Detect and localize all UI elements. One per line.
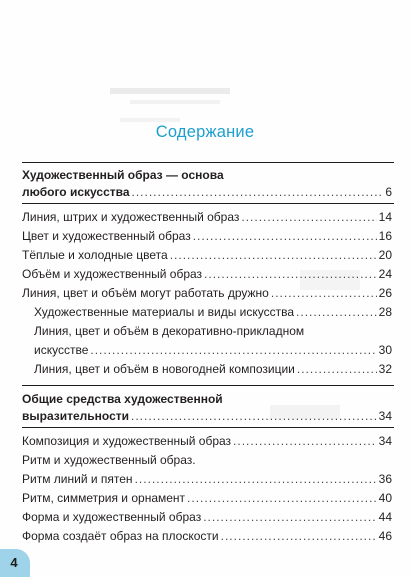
toc-item-text: Ритм линий и пятен <box>22 472 133 486</box>
section-1-heading-row[interactable] <box>22 185 392 200</box>
toc-item[interactable] <box>22 267 392 282</box>
section-2-heading-row[interactable] <box>22 409 392 424</box>
toc-item-page: 34 <box>378 434 392 448</box>
leader-dots <box>233 434 377 449</box>
divider-top <box>22 162 394 163</box>
toc-item-page: 40 <box>378 491 392 505</box>
toc-subitem[interactable] <box>34 305 392 320</box>
section-2-heading-line-1: Общие средства художественной <box>22 392 223 406</box>
toc-item-text: Линия, цвет и объём могут работать дружно <box>22 286 269 300</box>
contents-title: Содержание <box>155 123 255 141</box>
toc-subitem[interactable] <box>34 343 392 358</box>
toc-item-text: Форма и художественный образ <box>22 510 202 524</box>
divider-section-2-top <box>22 385 394 386</box>
toc-item[interactable] <box>22 472 392 487</box>
toc-item-page: 44 <box>378 510 392 524</box>
toc-item-page: 16 <box>378 229 392 243</box>
toc-item-text: Композиция и художественный образ <box>22 434 232 448</box>
toc-item-text: Форма создаёт образ на плоскости <box>22 529 219 543</box>
toc-item[interactable] <box>22 510 392 525</box>
page-number: 4 <box>10 555 18 570</box>
leader-dots <box>193 229 377 244</box>
leader-dots <box>241 210 376 225</box>
leader-dots <box>187 491 377 506</box>
toc-item[interactable] <box>22 434 392 449</box>
leader-dots <box>131 409 377 424</box>
toc-item-page: 26 <box>378 286 392 300</box>
toc-item-text: Объём и художественный образ <box>22 267 203 281</box>
leader-dots <box>271 286 377 301</box>
toc-item-page: 14 <box>378 210 392 224</box>
toc-item[interactable] <box>22 210 392 225</box>
toc-item-page: 24 <box>378 267 392 281</box>
section-2-page: 34 <box>378 409 392 423</box>
leader-dots <box>203 510 376 525</box>
toc-subitem-text: искусстве <box>34 343 89 357</box>
toc-item-text: Цвет и художественный образ <box>22 229 191 243</box>
toc-item-rhythm: Ритм и художественный образ. <box>22 453 196 467</box>
leader-dots <box>297 362 377 377</box>
section-2-heading-line-2: выразительности <box>22 409 130 423</box>
leader-dots <box>204 267 377 282</box>
toc-subitem-page: 32 <box>378 362 392 376</box>
toc-item-text: Тёплые и холодные цвета <box>22 248 168 262</box>
toc-subitem-text: Художественные материалы и виды искусства <box>34 305 295 319</box>
toc-item[interactable] <box>22 286 392 301</box>
toc-item-text: Ритм, симметрия и орнамент <box>22 491 186 505</box>
toc-item-page: 36 <box>378 472 392 486</box>
toc-subitem-page: 30 <box>378 343 392 357</box>
toc-item[interactable] <box>22 491 392 506</box>
toc-item[interactable] <box>22 229 392 244</box>
toc-item[interactable] <box>22 529 392 544</box>
toc-item-text: Линия, штрих и художественный образ <box>22 210 240 224</box>
divider-section-2 <box>22 427 394 428</box>
toc-subitem[interactable] <box>34 362 392 377</box>
toc-item[interactable] <box>22 248 392 263</box>
toc-subitem-line-1: Линия, цвет и объём в декоративно-прикладном <box>34 324 305 338</box>
toc-item-page: 46 <box>378 529 392 543</box>
leader-dots <box>135 472 377 487</box>
toc-item-page: 20 <box>378 248 392 262</box>
leader-dots <box>132 185 384 200</box>
section-1-page: 6 <box>385 185 392 199</box>
toc-subitem-text: Линия, цвет и объём в новогодней композиции <box>34 362 295 376</box>
leader-dots <box>170 248 377 263</box>
section-1-heading-line-2: любого искусства <box>22 185 130 199</box>
leader-dots <box>221 529 377 544</box>
divider-section-1 <box>22 203 394 204</box>
leader-dots <box>296 305 377 320</box>
toc-subitem-page: 28 <box>378 305 392 319</box>
leader-dots <box>90 343 376 358</box>
section-1-heading-line-1: Художественный образ — основа <box>22 168 224 182</box>
